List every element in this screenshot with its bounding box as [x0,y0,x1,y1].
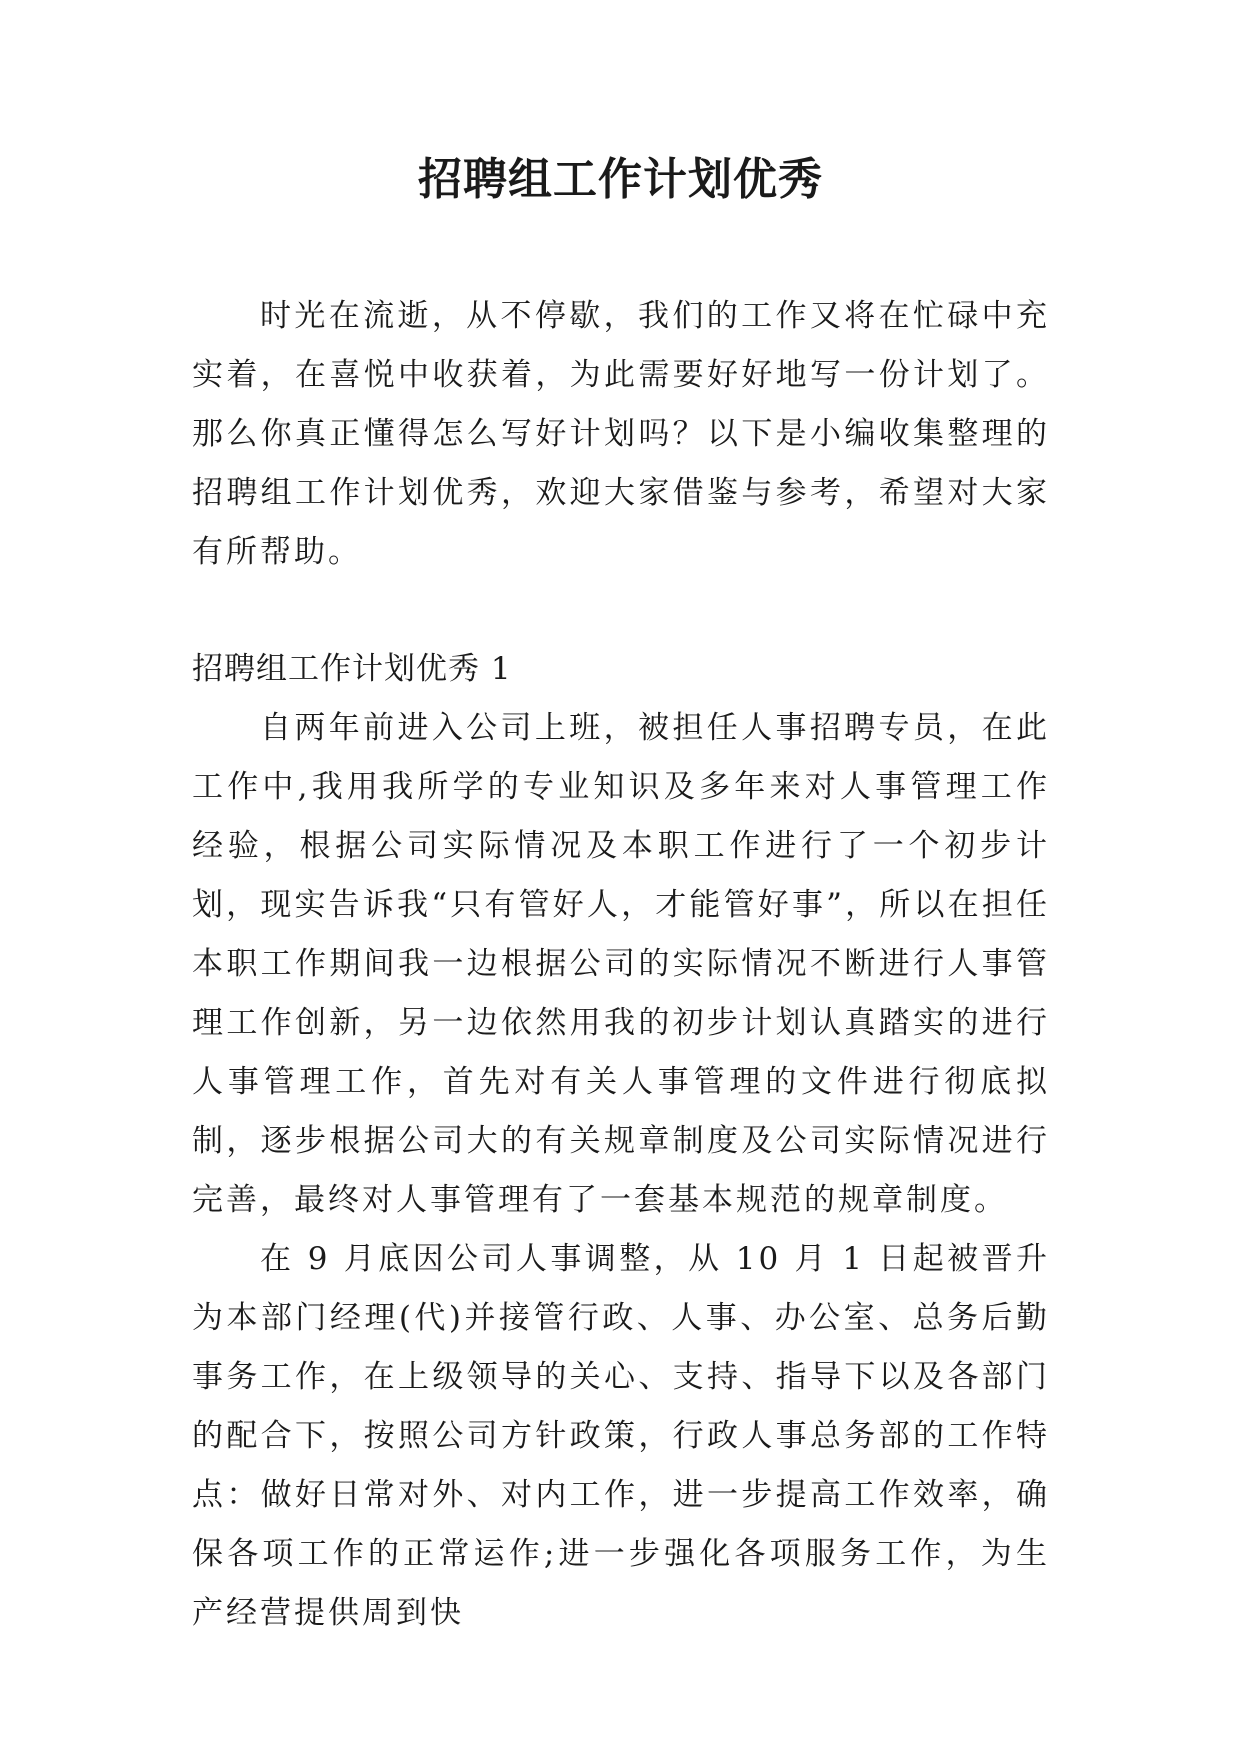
section-heading: 招聘组工作计划优秀 1 [192,651,512,687]
section-paragraph-2: 在 9 月底因公司人事调整，从 10 月 1 日起被晋升为本部门经理(代)并接管行政、人事、办公室、总务后勤事务工作，在上级领导的关心、支持、指导下以及各部门的配合下，按照公司方针政策，行政人事总务部的工作特点：做好日常对外、对内工作，进一步提高工作效率，确保各项工作的正常运作;进一步强化各项服务工作，为生产经营提供周到快 [192,1241,1050,1631]
section-1 [192,640,1050,1643]
section-paragraph-1: 自两年前进入公司上班，被担任人事招聘专员，在此工作中,我用我所学的专业知识及多年来对人事管理工作经验，根据公司实际情况及本职工作进行了一个初步计划，现实告诉我“只有管好人，才能管好事”，所以在担任本职工作期间我一边根据公司的实际情况不断进行人事管理工作创新，另一边依然用我的初步计划认真踏实的进行人事管理工作，首先对有关人事管理的文件进行彻底拟制，逐步根据公司大的有关规章制度及公司实际情况进行完善，最终对人事管理有了一套基本规范的规章制度。 [192,710,1050,1218]
intro-paragraph: 时光在流逝，从不停歇，我们的工作又将在忙碌中充实着，在喜悦中收获着，为此需要好好地写一份计划了。那么你真正懂得怎么写好计划吗？以下是小编收集整理的招聘组工作计划优秀，欢迎大家借鉴与参考，希望对大家有所帮助。 [192,298,1050,570]
document-title: 招聘组工作计划优秀 [418,154,823,205]
intro-block [192,287,1050,582]
